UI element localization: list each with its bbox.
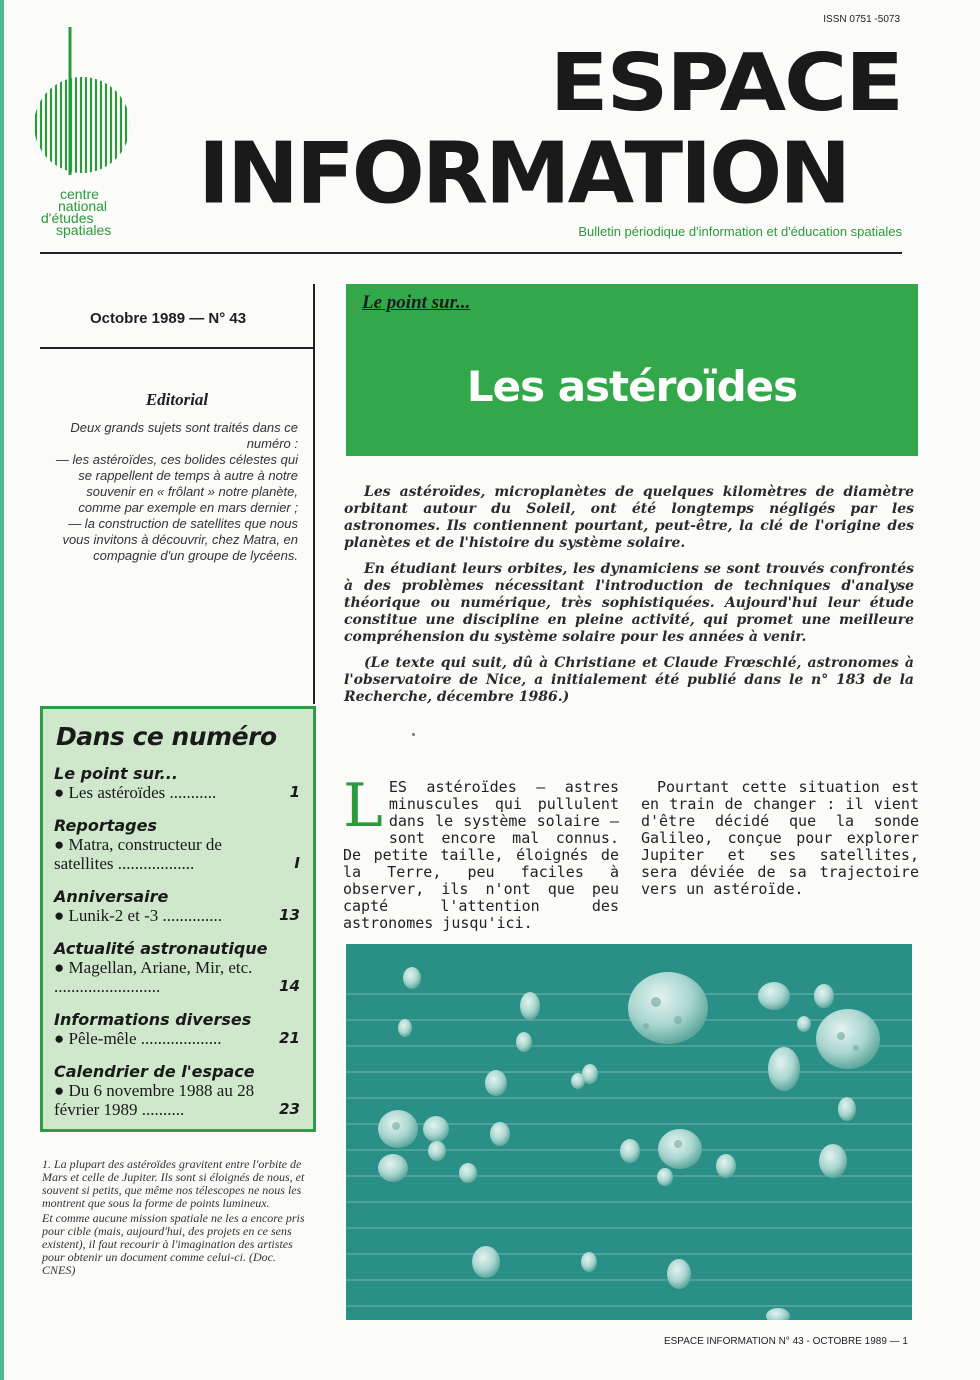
article-column-1 bbox=[343, 771, 619, 932]
contents-item-text: Matra, constructeur de satellites .................. bbox=[54, 835, 222, 873]
contents-entry[interactable] bbox=[54, 887, 302, 925]
logo-line: national bbox=[58, 198, 108, 214]
caption-paragraph: 1. La plupart des astéroïdes gravitent entre l'orbite de Mars et celle de Jupiter. Ils sont si éloignés de nous, et souvent si petits, que même nos télescopes ne nous les montrent que sous la forme de points lumineux. bbox=[42, 1157, 305, 1210]
logo-line: spatiales bbox=[56, 222, 112, 238]
contents-category: Actualité astronautique bbox=[54, 939, 268, 958]
editorial-paragraph: — les astéroïdes, ces bolides célestes qui se rappellent de temps à autre à notre souvenir en « frôlant » notre planète, comme par exemple en mars dernier ; bbox=[55, 452, 298, 515]
contents-item-text: Du 6 novembre 1988 au 28 février 1989 .......... bbox=[54, 1081, 255, 1119]
editorial-paragraph: — la construction de satellites que nous vous invitons à découvrir, chez Matra, en compagnie d'un groupe de lycéens. bbox=[62, 516, 298, 563]
logo-line: d'études bbox=[41, 210, 94, 226]
contents-item-text: Magellan, Ariane, Mir, etc. ......................... bbox=[54, 958, 253, 996]
editorial-title: Editorial bbox=[145, 390, 209, 409]
ornament-dot bbox=[412, 733, 415, 736]
header-rule bbox=[40, 252, 902, 254]
masthead-subtitle: Bulletin périodique d'information et d'éducation spatiales bbox=[578, 224, 902, 239]
issn: ISSN 0751 -5073 bbox=[823, 14, 900, 25]
contents-item-text: Les astéroïdes ........... bbox=[68, 783, 217, 802]
contents-item: ● Les astéroïdes ........... 1 bbox=[54, 783, 300, 802]
logo-line: centre bbox=[60, 186, 99, 202]
contents-page: 23 bbox=[279, 1100, 300, 1118]
intro-paragraph: Les astéroïdes, microplanètes de quelques kilomètres de diamètre orbitant autour du Soleil, ont été longtemps négligés par les astronomes. Ils contiennent pourtant, peut-être, la clé de l'origine des planètes et de l'histoire du système solaire. bbox=[344, 484, 914, 551]
contents-category: Reportages bbox=[54, 816, 157, 835]
masthead-title-line2: INFORMATION bbox=[198, 125, 849, 224]
asteroids-illustration bbox=[346, 944, 912, 1320]
intro-paragraph: En étudiant leurs orbites, les dynamiciens se sont trouvés confrontés à des problèmes nécessitant l'introduction de techniques d'analyse théorique ou numérique, très sophistiquées. Aujourd'hui leur étude constitue une discipline en pleine activité, qui promet une meilleure compréhension du système solaire pour les années à venir. bbox=[344, 561, 914, 645]
image-caption bbox=[42, 1158, 308, 1279]
contents-entry[interactable] bbox=[54, 1062, 302, 1119]
contents-item-text: Lunik-2 et -3 .............. bbox=[68, 906, 222, 925]
caption-paragraph: Et comme aucune mission spatiale ne les a encore pris pour cible (mais, aujourd'hui, des projets en ce sens existent), il faut recourir à l'imagination des artistes pour obtenir un document comme celui-ci. (Doc. CNES) bbox=[42, 1211, 305, 1277]
article-column-2: Pourtant cette situation est en train de changer : il vient d'être décidé que la sonde Galileo, conçue pour explorer Jupiter et ses satellites, sera déviée de sa trajectoire vers un astéroïde. bbox=[641, 778, 919, 898]
contents-category: Anniversaire bbox=[54, 887, 169, 906]
contents-item: ● Lunik-2 et -3 .............. 13 bbox=[54, 906, 300, 925]
contents-page: 14 bbox=[279, 977, 300, 995]
contents-item: ● Magellan, Ariane, Mir, etc. ......................... 14 bbox=[54, 958, 300, 996]
contents-entry[interactable] bbox=[54, 816, 302, 873]
contents-item: ● Du 6 novembre 1988 au 28 février 1989 .......... 23 bbox=[54, 1081, 300, 1119]
contents-entry[interactable] bbox=[54, 939, 302, 996]
contents-category: Informations diverses bbox=[54, 1010, 252, 1029]
page-edge bbox=[0, 0, 4, 1380]
contents-category: Calendrier de l'espace bbox=[54, 1062, 255, 1081]
contents-category: Le point sur... bbox=[54, 764, 178, 783]
banner-title: Les astéroïdes bbox=[466, 362, 798, 411]
contents-entry[interactable] bbox=[54, 764, 302, 802]
contents-entry[interactable] bbox=[54, 1010, 302, 1048]
editorial-paragraph: Deux grands sujets sont traités dans ce numéro : bbox=[70, 420, 298, 451]
article-text: ES astéroïdes — astres minuscules qui pullulent dans le système solaire — sont encore mal connus. De petite taille, éloignés de la Terre, peu faciles à observer, ils n'ont que peu capté l'attention des astronomes jusqu'ici. bbox=[343, 778, 619, 932]
article-intro bbox=[344, 484, 914, 715]
contents-item-text: Pêle-mêle ................... bbox=[68, 1029, 222, 1048]
issue-rule bbox=[40, 347, 314, 349]
contents-item: ● Pêle-mêle ................... 21 bbox=[54, 1029, 300, 1048]
contents-heading: Dans ce numéro bbox=[56, 722, 277, 751]
logo-wordmark bbox=[38, 188, 138, 236]
contents-page: 13 bbox=[279, 906, 300, 924]
contents-page: 21 bbox=[279, 1029, 300, 1047]
contents-page: 1 bbox=[289, 783, 300, 801]
intro-paragraph: (Le texte qui suit, dû à Christiane et Claude Frœschlé, astronomes à l'observatoire de Nice, a initialement été publié dans le n° 183 de la Recherche, décembre 1986.) bbox=[344, 655, 914, 705]
contents-page: I bbox=[294, 854, 300, 872]
issue-date: Octobre 1989 — N° 43 bbox=[90, 310, 247, 327]
contents-item: ● Matra, constructeur de satellites .................. I bbox=[54, 835, 300, 873]
masthead-title-line1: ESPACE bbox=[549, 37, 902, 130]
drop-cap: L bbox=[343, 771, 383, 841]
page-footer: ESPACE INFORMATION N° 43 - OCTOBRE 1989 — 1 bbox=[663, 1336, 908, 1347]
editorial-body bbox=[52, 420, 298, 564]
banner-kicker: Le point sur... bbox=[362, 292, 471, 313]
